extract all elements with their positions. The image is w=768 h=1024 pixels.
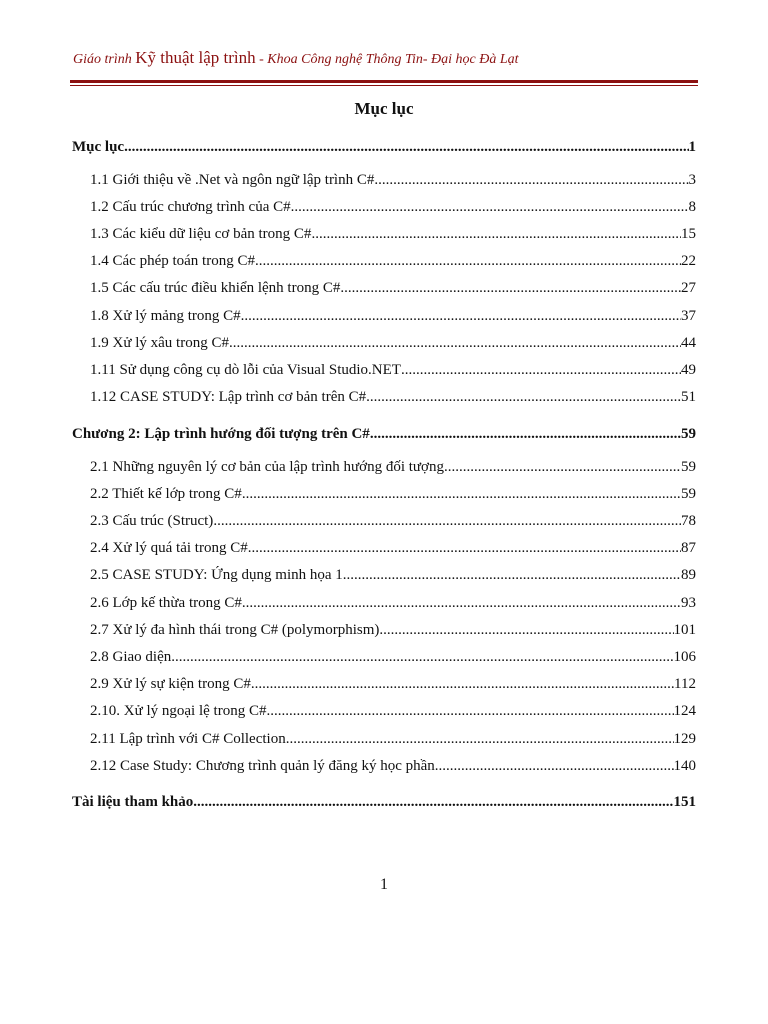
toc-dot-leader [251, 674, 674, 694]
toc-entry-label: Mục lục [72, 139, 125, 155]
header-prefix: Giáo trình [73, 52, 136, 67]
toc-dot-leader [374, 170, 688, 190]
toc-entry-page: 151 [673, 794, 696, 810]
toc-entry-label: Tài liệu tham khảo [72, 794, 194, 810]
toc-section-entry[interactable] [72, 360, 696, 380]
toc-dot-leader [213, 511, 681, 531]
header-rule-thick [70, 80, 698, 83]
toc-dot-leader [229, 333, 681, 353]
toc-section-entry[interactable] [72, 387, 696, 407]
toc-section-entry[interactable] [72, 484, 696, 504]
toc-dot-leader [340, 278, 681, 298]
toc-section-entry[interactable] [72, 251, 696, 271]
toc-section-entry[interactable] [72, 647, 696, 667]
toc-entry-page: 37 [681, 308, 696, 324]
toc-entry-page: 15 [681, 226, 696, 242]
toc-dot-leader [242, 484, 681, 504]
toc-section-entry[interactable] [72, 224, 696, 244]
toc-entry-label: 1.2 Cấu trúc chương trình của C# [90, 199, 291, 215]
toc-entry-label: 2.3 Cấu trúc (Struct) [90, 513, 214, 529]
toc-section-entry[interactable] [72, 457, 696, 477]
toc-entry-label: 2.6 Lớp kế thừa trong C# [90, 595, 242, 611]
toc-entry-page: 59 [681, 426, 696, 442]
toc-section-entry[interactable] [72, 674, 696, 694]
toc-dot-leader [266, 701, 673, 721]
toc-entry-page: 89 [681, 567, 696, 583]
toc-dot-leader [124, 137, 688, 157]
toc-entry-page: 49 [681, 362, 696, 378]
toc-entry-label: 1.12 CASE STUDY: Lập trình cơ bản trên C# [90, 389, 367, 405]
toc-entry-page: 8 [688, 199, 696, 215]
toc-chapter-entry[interactable] [72, 424, 696, 444]
toc-entry-label: 2.4 Xử lý quá tải trong C# [90, 540, 248, 556]
toc-entry-page: 1 [688, 139, 696, 155]
toc-title: Mục lục [354, 99, 414, 118]
toc-entry-page: 106 [673, 649, 696, 665]
toc-dot-leader [242, 593, 681, 613]
toc-dot-leader [241, 306, 681, 326]
toc-dot-leader [379, 620, 673, 640]
toc-section-entry[interactable] [72, 620, 696, 640]
toc-entry-label: 2.2 Thiết kế lớp trong C# [90, 486, 242, 502]
toc-dot-leader [193, 792, 673, 812]
toc-entry-label: 1.4 Các phép toán trong C# [90, 253, 255, 269]
toc-dot-leader [248, 538, 681, 558]
toc-entry-label: 1.5 Các cấu trúc điều khiển lệnh trong C# [90, 280, 341, 296]
toc-entry-page: 93 [681, 595, 696, 611]
toc-entry-label: Chương 2: Lập trình hướng đối tượng trên C# [72, 426, 370, 442]
toc-entry-page: 59 [681, 459, 696, 475]
toc-entry-page: 140 [673, 758, 696, 774]
header-course-title: Kỹ thuật lập trình [135, 48, 256, 67]
toc-section-entry[interactable] [72, 756, 696, 776]
toc-dot-leader [401, 360, 681, 380]
toc-entry-label: 2.11 Lập trình với C# Collection [90, 731, 286, 747]
toc-entry-page: 51 [681, 389, 696, 405]
toc-dot-leader [171, 647, 673, 667]
toc-entry-label: 2.12 Case Study: Chương trình quản lý đăng ký học phần [90, 758, 435, 774]
toc-entry-label: 2.7 Xử lý đa hình thái trong C# (polymorphism) [90, 622, 380, 638]
toc-section-entry[interactable] [72, 565, 696, 585]
toc-entry-label: 2.8 Giao diện [90, 649, 172, 665]
toc-section-entry[interactable] [72, 701, 696, 721]
toc-entry-label: 2.10. Xử lý ngoại lệ trong C# [90, 703, 267, 719]
toc-entry-label: 2.9 Xử lý sự kiện trong C# [90, 676, 251, 692]
toc-entry-page: 101 [673, 622, 696, 638]
toc-entry-page: 87 [681, 540, 696, 556]
toc-section-entry[interactable] [72, 306, 696, 326]
toc-entry-page: 78 [681, 513, 696, 529]
toc-section-entry[interactable] [72, 170, 696, 190]
page-number: 1 [380, 876, 388, 893]
toc-entry-label: 1.11 Sử dụng công cụ dò lỗi của Visual Studio.NET [90, 362, 401, 378]
toc-entry-page: 44 [681, 335, 696, 351]
toc-dot-leader [370, 424, 681, 444]
toc-entry-page: 129 [673, 731, 696, 747]
toc-dot-leader [311, 224, 681, 244]
toc-chapter-entry[interactable] [72, 137, 696, 157]
toc-dot-leader [255, 251, 681, 271]
toc-entry-page: 124 [673, 703, 696, 719]
page-header [73, 48, 698, 72]
toc-section-entry[interactable] [72, 197, 696, 217]
toc-entry-page: 59 [681, 486, 696, 502]
toc-chapter-entry[interactable] [72, 792, 696, 812]
toc-entry-page: 22 [681, 253, 696, 269]
toc-entry-page: 112 [674, 676, 696, 692]
toc-section-entry[interactable] [72, 511, 696, 531]
toc-entry-label: 2.5 CASE STUDY: Ứng dụng minh họa 1 [90, 567, 343, 583]
toc-entry-label: 1.3 Các kiểu dữ liệu cơ bản trong C# [90, 226, 312, 242]
toc-dot-leader [291, 197, 689, 217]
toc-dot-leader [444, 457, 681, 477]
toc-section-entry[interactable] [72, 333, 696, 353]
toc-entry-label: 2.1 Những nguyên lý cơ bản của lập trình hướng đối tượng [90, 459, 444, 475]
header-faculty: - Khoa Công nghệ Thông Tin- Đại học Đà Lạt [255, 52, 519, 67]
toc-section-entry[interactable] [72, 593, 696, 613]
toc-section-entry[interactable] [72, 278, 696, 298]
header-rule-thin [70, 85, 698, 86]
toc-dot-leader [435, 756, 674, 776]
toc-entry-page: 27 [681, 280, 696, 296]
toc-section-entry[interactable] [72, 538, 696, 558]
toc-entry-label: 1.9 Xử lý xâu trong C# [90, 335, 229, 351]
toc-entry-page: 3 [688, 172, 696, 188]
toc-entry-label: 1.1 Giới thiệu về .Net và ngôn ngữ lập trình C# [90, 172, 375, 188]
toc-entry-label: 1.8 Xử lý mảng trong C# [90, 308, 241, 324]
toc-dot-leader [366, 387, 681, 407]
toc-dot-leader [286, 729, 674, 749]
toc-dot-leader [343, 565, 681, 585]
toc-section-entry[interactable] [72, 729, 696, 749]
